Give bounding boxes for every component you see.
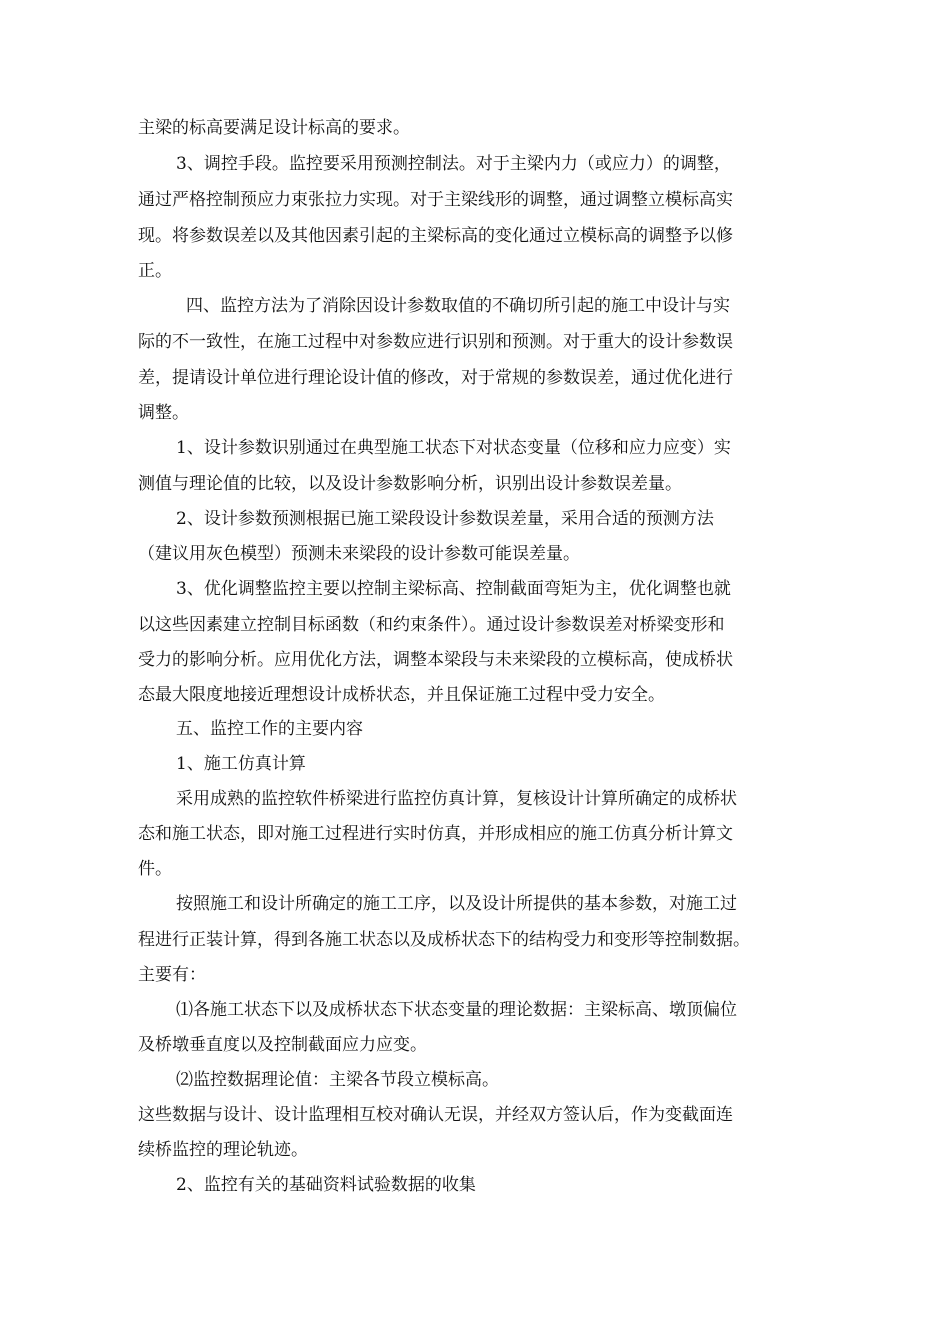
paragraph-line: 3、优化调整监控主要以控制主梁标高、控制截面弯矩为主，优化调整也就	[176, 579, 731, 599]
paragraph-line: 续桥监控的理论轨迹。	[138, 1140, 308, 1160]
paragraph-line: 主梁的标高要满足设计标高的要求。	[138, 118, 410, 138]
paragraph-line: 态和施工状态，即对施工过程进行实时仿真，并形成相应的施工仿真分析计算文	[138, 824, 733, 844]
paragraph-line: 正。	[138, 261, 172, 281]
paragraph-line: 按照施工和设计所确定的施工工序，以及设计所提供的基本参数，对施工过	[176, 894, 737, 914]
paragraph-line: 受力的影响分析。应用优化方法，调整本梁段与未来梁段的立模标高，使成桥状	[138, 650, 733, 670]
section-heading: 五、监控工作的主要内容	[176, 719, 363, 739]
paragraph-line: 以这些因素建立控制目标函数（和约束条件）。通过设计参数误差对桥梁变形和	[138, 615, 725, 635]
paragraph-line: 差，提请设计单位进行理论设计值的修改，对于常规的参数误差，通过优化进行	[138, 368, 733, 388]
paragraph-line: 测值与理论值的比较，以及设计参数影响分析，识别出设计参数误差量。	[138, 474, 682, 494]
paragraph-line: 四、监控方法为了消除因设计参数取值的不确切所引起的施工中设计与实	[186, 296, 730, 316]
paragraph-line: （建议用灰色模型）预测未来梁段的设计参数可能误差量。	[138, 544, 580, 564]
paragraph-line: 程进行正装计算，得到各施工状态以及成桥状态下的结构受力和变形等控制数据。	[138, 930, 750, 950]
paragraph-line: 际的不一致性，在施工过程中对参数应进行识别和预测。对于重大的设计参数误	[138, 332, 733, 352]
paragraph-line: 这些数据与设计、设计监理相互校对确认无误，并经双方签认后，作为变截面连	[138, 1105, 733, 1125]
subsection-heading: 1、施工仿真计算	[176, 754, 306, 774]
paragraph-line: 件。	[138, 859, 172, 879]
subsection-heading: 2、监控有关的基础资料试验数据的收集	[176, 1175, 476, 1195]
paragraph-line: 2、设计参数预测根据已施工梁段设计参数误差量，采用合适的预测方法	[176, 509, 714, 529]
paragraph-line: 调整。	[138, 403, 189, 423]
list-item: ⑵监控数据理论值：主梁各节段立模标高。	[176, 1070, 499, 1090]
paragraph-line: 态最大限度地接近理想设计成桥状态，并且保证施工过程中受力安全。	[138, 685, 665, 705]
paragraph-line: 采用成熟的监控软件桥梁进行监控仿真计算，复核设计计算所确定的成桥状	[176, 789, 737, 809]
paragraph-line: 通过严格控制预应力束张拉力实现。对于主梁线形的调整，通过调整立模标高实	[138, 190, 733, 210]
paragraph-line: 主要有：	[138, 965, 206, 985]
paragraph-line: 1、设计参数识别通过在典型施工状态下对状态变量（位移和应力应变）实	[176, 438, 731, 458]
paragraph-line: 及桥墩垂直度以及控制截面应力应变。	[138, 1035, 427, 1055]
paragraph-line: 现。将参数误差以及其他因素引起的主梁标高的变化通过立模标高的调整予以修	[138, 226, 733, 246]
list-item: ⑴各施工状态下以及成桥状态下状态变量的理论数据：主梁标高、墩顶偏位	[176, 1000, 737, 1020]
paragraph-line: 3、调控手段。监控要采用预测控制法。对于主梁内力（或应力）的调整，	[176, 154, 731, 174]
